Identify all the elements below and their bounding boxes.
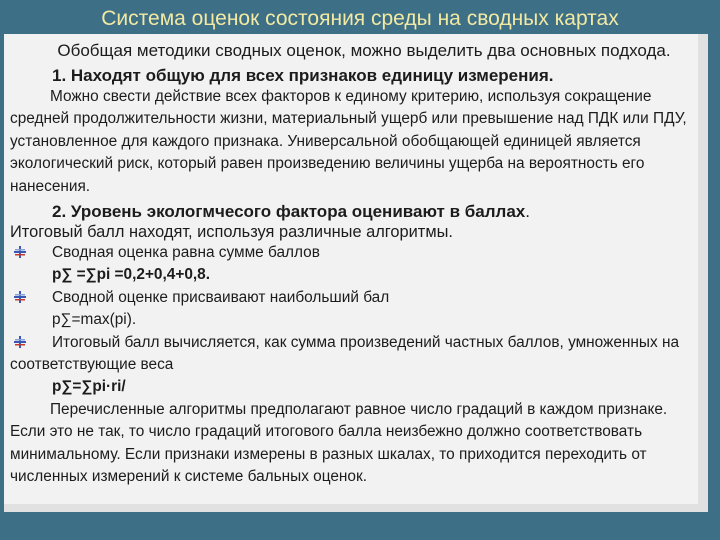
bullet-icon: [14, 336, 26, 348]
algorithm-item-sum: [10, 242, 694, 264]
content-panel: [4, 34, 708, 512]
algorithm-text: Сводной оценке присваивают наибольший бал: [52, 288, 390, 306]
algorithm-item-weighted: [10, 332, 694, 377]
algorithm-item-max: [10, 287, 694, 309]
approach1-text: Можно свести действие всех факторов к единому критерию, используя сокращение средней продолжительности жизни, материальный ущерб или превышение над ПДК или ПДУ, установленное для каждого признака. Универсальной обобщающей единицей является экологический риск, который равен произведению величины ущерба на вероятность его нанесения.: [10, 88, 687, 195]
content-body: [4, 34, 698, 489]
algorithm-formula: p∑=max(pi).: [52, 311, 137, 329]
approach2-heading-bold: 2. Уровень экологмчесого фактора оценивают в баллах: [52, 202, 526, 222]
bullet-icon: [14, 246, 26, 258]
approach2-text: Итоговый балл находят, используя различные алгоритмы.: [10, 223, 453, 242]
conclusion-paragraph: Перечисленные алгоритмы предполагают равное число градаций в каждом признаке. Если это не так, то число градаций итогового балла неизбежно должно соответствовать минимальному. Если признаки измерены в разных шкалах, то приходится переходить от численных измерений к системе бальных оценок.: [10, 400, 668, 486]
content-panel-inner: [4, 34, 698, 504]
algorithm-text: Итоговый балл вычисляется, как сумма произведений частных баллов, умноженных на соответствующие веса: [10, 333, 680, 374]
bullet-icon: [14, 291, 26, 303]
slide-title: Система оценок состояния среды на сводных картах: [101, 7, 619, 30]
approach2-heading: [10, 202, 694, 222]
algorithm-formula: p∑=∑pi·ri/: [52, 378, 126, 396]
approach1-heading: 1. Находят общую для всех признаков единицу измерения.: [52, 66, 554, 85]
algorithm-formula: p∑ =∑pi =0,2+0,4+0,8.: [52, 266, 210, 284]
approach2-heading-end: .: [525, 202, 530, 222]
intro-paragraph: Обобщая методики сводных оценок, можно выделить два основных подхода.: [57, 41, 671, 60]
algorithm-text: Сводная оценка равна сумме баллов: [52, 244, 320, 262]
